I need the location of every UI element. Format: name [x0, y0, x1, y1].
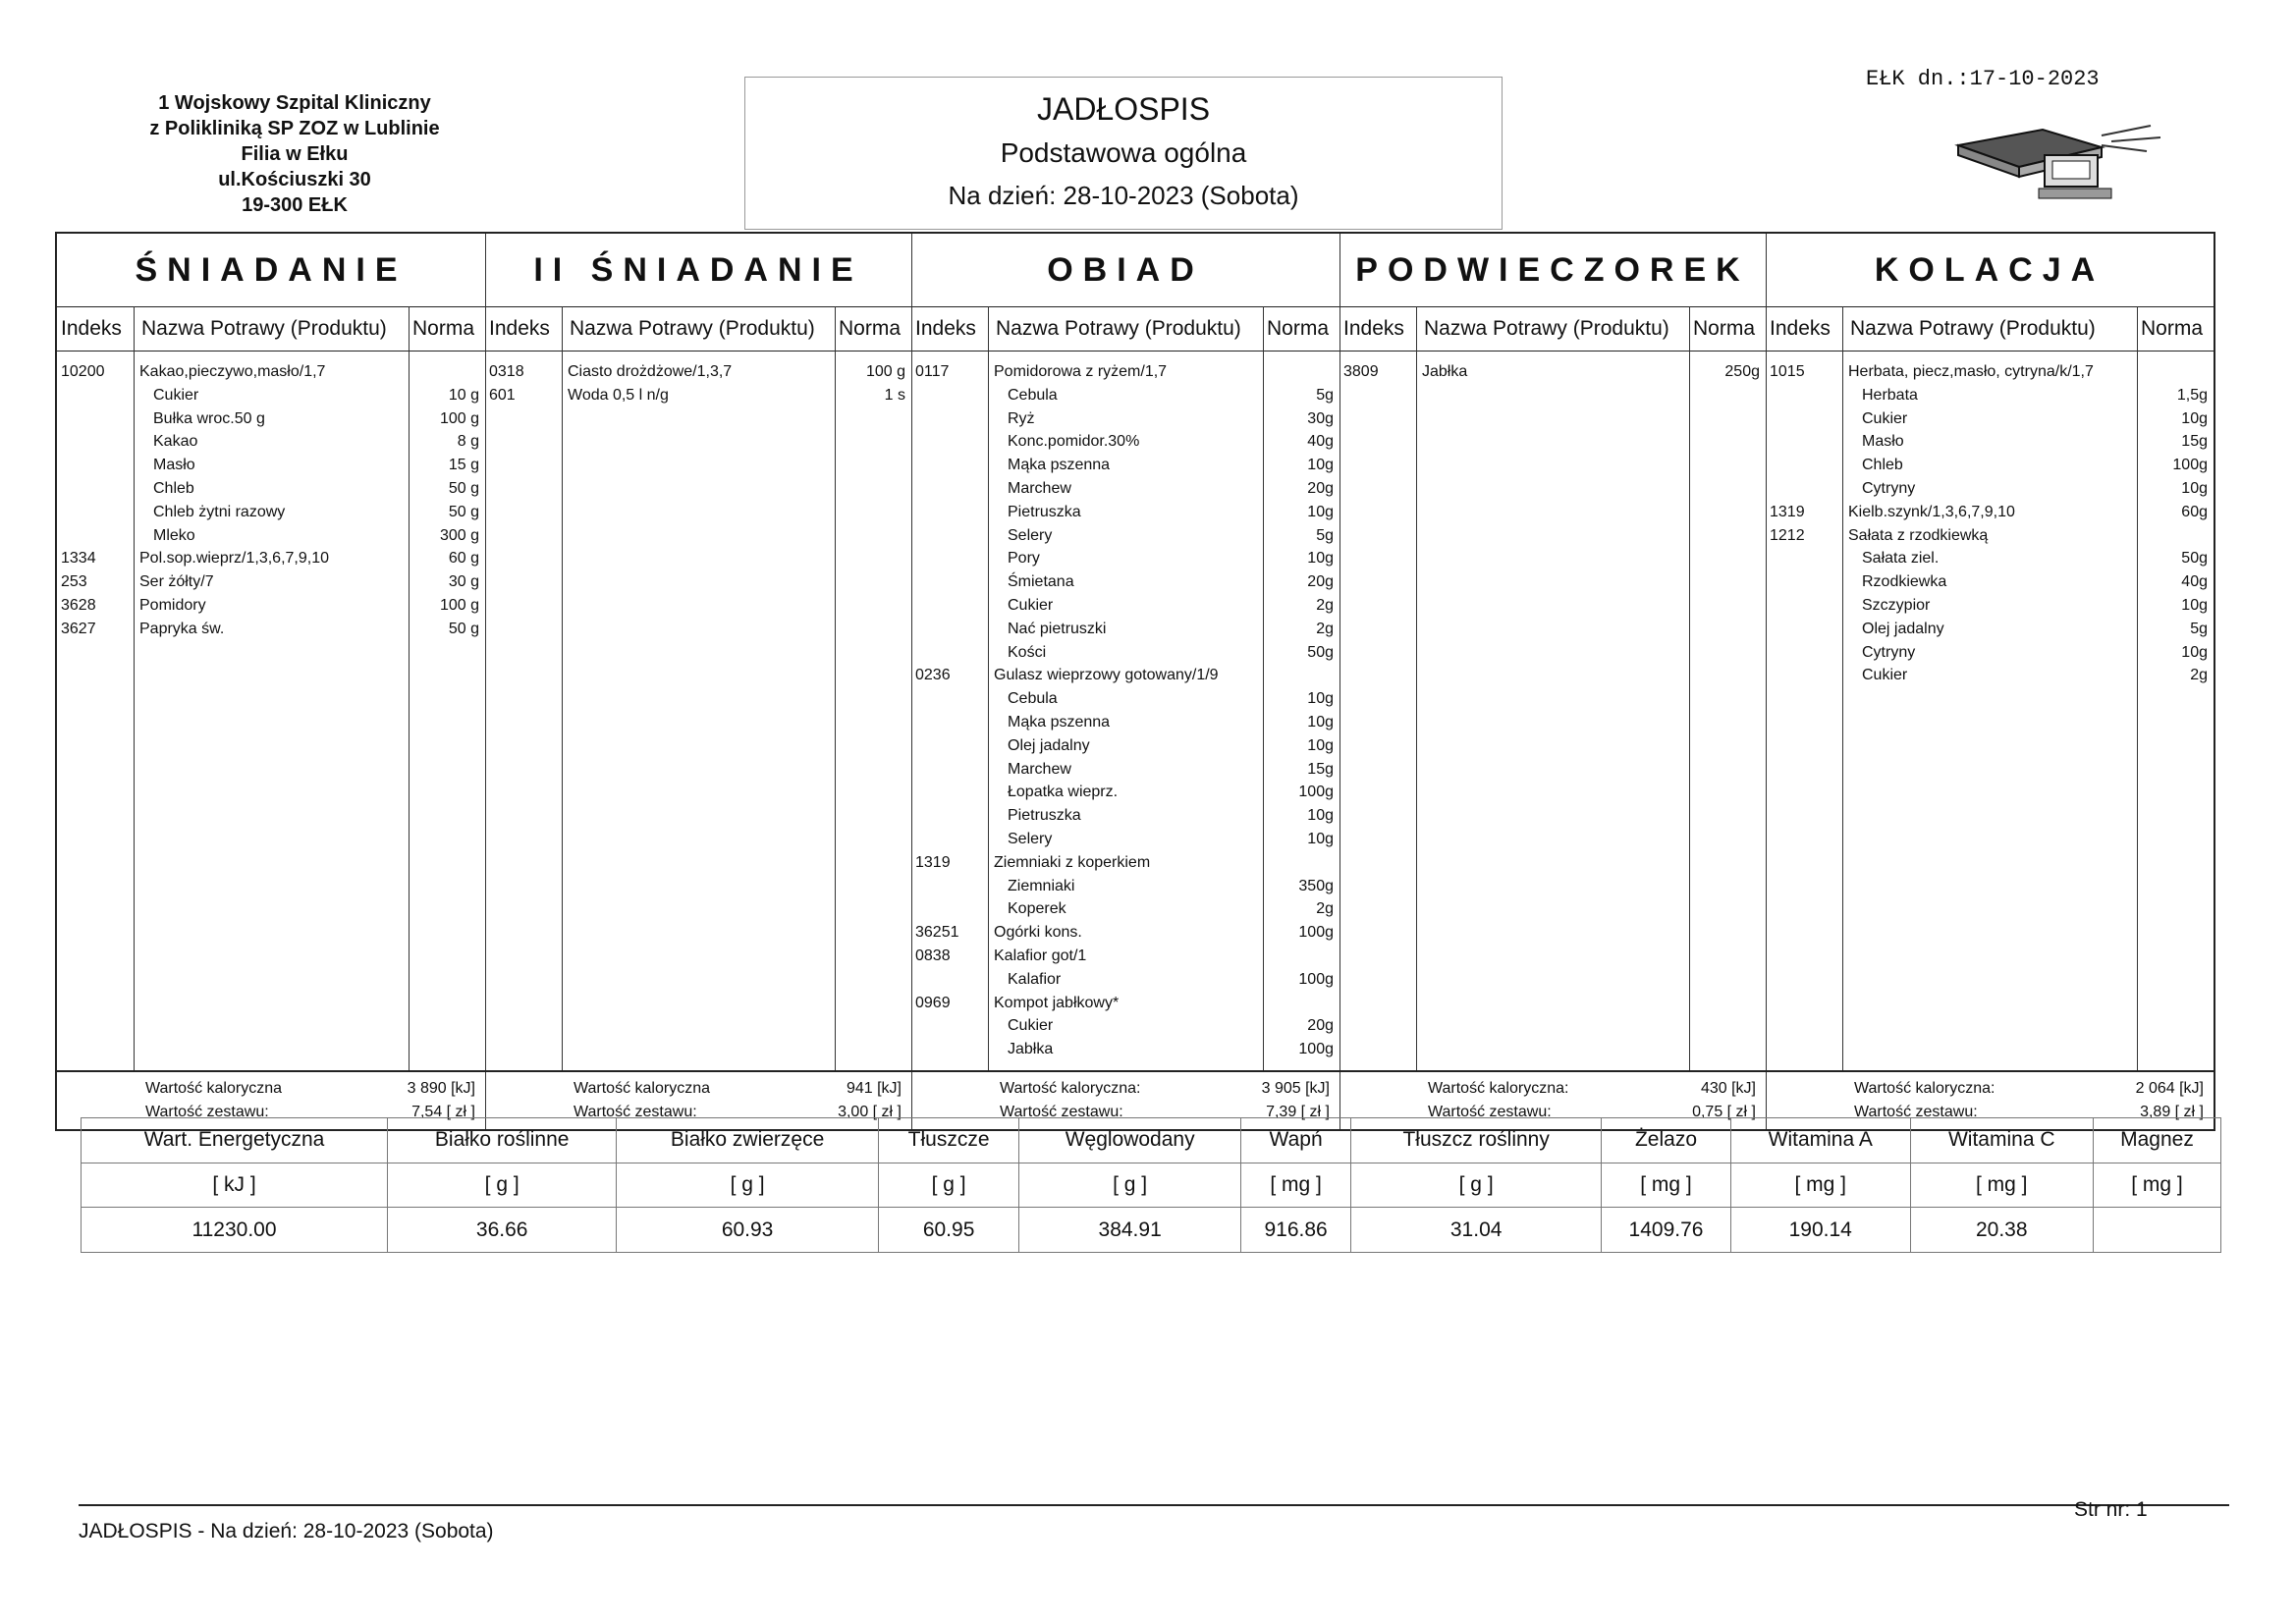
row-index: 3627 [61, 620, 96, 637]
nutrient-name: Witamina A [1730, 1118, 1910, 1163]
menu-table [55, 232, 2215, 1131]
row-name: Chleb żytni razowy [153, 503, 286, 520]
row-name: Łopatka wieprz. [1008, 784, 1119, 801]
row-norm: 100g [1298, 924, 1334, 942]
row-norm: 350g [1298, 877, 1334, 894]
nutrient-unit: [ g ] [1019, 1163, 1241, 1208]
print-date: EŁK dn.:17-10-2023 [1866, 67, 2100, 91]
row-name: Pol.sop.wieprz/1,3,6,7,9,10 [139, 550, 330, 568]
row-index: 0236 [915, 667, 951, 684]
row-norm: 30 g [448, 573, 479, 591]
nutrient-unit: [ mg ] [1910, 1163, 2093, 1208]
row-name: Masło [153, 457, 195, 474]
row-norm: 50g [1307, 643, 1334, 661]
index-column-divider [1416, 306, 1417, 1070]
row-norm: 10g [2181, 643, 2208, 661]
nutrient-name: Żelazo [1602, 1118, 1731, 1163]
index-column-divider [988, 306, 989, 1070]
row-norm: 300 g [439, 526, 479, 544]
row-name: Koperek [1008, 900, 1066, 918]
row-name: Cukier [1008, 597, 1054, 614]
meal-title-lunch: OBIAD [1047, 251, 1204, 289]
row-norm: 5g [1316, 526, 1334, 544]
row-norm: 10 g [448, 386, 479, 404]
summary-kcal-label: Wartość kaloryczna: [1428, 1080, 1569, 1097]
nutrient-unit: [ g ] [878, 1163, 1019, 1208]
row-norm: 20g [1307, 480, 1334, 497]
row-norm: 50 g [448, 503, 479, 520]
row-norm: 60g [2181, 503, 2208, 520]
row-name: Cebula [1008, 690, 1058, 708]
column-header-norm: Norma [839, 317, 902, 340]
summary-cost-label: Wartość zestawu: [145, 1104, 269, 1120]
row-name: Mąka pszenna [1008, 714, 1111, 730]
row-norm: 10g [1307, 690, 1334, 708]
row-name: Sałata ziel. [1862, 550, 1940, 568]
row-norm: 30g [1307, 409, 1334, 427]
row-name: Cukier [1008, 1017, 1054, 1035]
nutrient-name: Tłuszcz roślinny [1351, 1118, 1602, 1163]
row-name: Sałata z rzodkiewką [1848, 526, 1989, 544]
row-norm: 20g [1307, 1017, 1334, 1035]
row-name: Śmietana [1008, 573, 1074, 591]
row-norm: 100g [2172, 457, 2208, 474]
row-norm: 2g [1316, 900, 1334, 918]
row-index: 10200 [61, 363, 105, 380]
row-norm: 10g [2181, 597, 2208, 614]
row-index: 0117 [915, 363, 950, 380]
column-header-name: Nazwa Potrawy (Produktu) [570, 317, 815, 340]
row-norm: 100 g [439, 409, 479, 427]
row-norm: 100 g [439, 597, 479, 614]
hospital-line: Filia w Ełku [241, 143, 349, 165]
column-header-index: Indeks [1343, 317, 1404, 340]
norm-column-divider [835, 306, 836, 1070]
diet-type: Podstawowa ogólna [1000, 137, 1247, 168]
column-header-name: Nazwa Potrawy (Produktu) [1850, 317, 2096, 340]
row-name: Ryż [1008, 409, 1035, 427]
row-name: Cytryny [1862, 643, 1916, 661]
hospital-line: 1 Wojskowy Szpital Kliniczny [158, 92, 431, 114]
row-name: Rzodkiewka [1862, 573, 1947, 591]
row-name: Jabłka [1422, 363, 1468, 380]
nutrient-name: Witamina C [1910, 1118, 2093, 1163]
summary-cost-value: 3,00 [ zł ] [838, 1104, 902, 1120]
book-computer-logo [1954, 116, 2170, 204]
nutrient-unit: [ mg ] [1730, 1163, 1910, 1208]
column-header-name: Nazwa Potrawy (Produktu) [1424, 317, 1669, 340]
nutrient-unit: [ g ] [388, 1163, 617, 1208]
summary-divider [57, 1070, 2214, 1072]
row-norm: 40g [1307, 433, 1334, 451]
summary-cost-label: Wartość zestawu: [574, 1104, 697, 1120]
row-norm: 2g [1316, 597, 1334, 614]
summary-kcal-label: Wartość kaloryczna [574, 1080, 710, 1097]
column-header-index: Indeks [915, 317, 976, 340]
row-norm: 100g [1298, 784, 1334, 801]
nutrient-unit: [ g ] [617, 1163, 878, 1208]
row-index: 0318 [489, 363, 524, 380]
row-name: Cebula [1008, 386, 1058, 404]
row-index: 3628 [61, 597, 96, 614]
row-name: Pomidorowa z ryżem/1,7 [994, 363, 1168, 380]
row-norm: 20g [1307, 573, 1334, 591]
summary-kcal-label: Wartość kaloryczna [145, 1080, 282, 1097]
menu-date: Na dzień: 28-10-2023 (Sobota) [948, 181, 1299, 210]
row-name: Selery [1008, 526, 1053, 544]
summary-kcal-value: 941 [kJ] [846, 1080, 902, 1097]
row-name: Jabłka [1008, 1041, 1054, 1058]
row-norm: 5g [1316, 386, 1334, 404]
nutrient-name: Magnez [2093, 1118, 2220, 1163]
row-index: 1319 [915, 853, 951, 871]
summary-cost-label: Wartość zestawu: [1428, 1104, 1552, 1120]
row-name: Kości [1008, 643, 1047, 661]
nutrient-name: Wapń [1240, 1118, 1350, 1163]
footer-rule [79, 1504, 2229, 1506]
row-norm: 8 g [457, 433, 479, 451]
index-column-divider [1842, 306, 1843, 1070]
column-header-name: Nazwa Potrawy (Produktu) [141, 317, 387, 340]
row-name: Bułka wroc.50 g [153, 409, 265, 427]
summary-kcal-value: 430 [kJ] [1700, 1080, 1756, 1097]
nutrient-name: Wart. Energetyczna [82, 1118, 388, 1163]
column-header-norm: Norma [1693, 317, 1756, 340]
nutrient-name: Białko roślinne [388, 1118, 617, 1163]
summary-kcal-value: 2 064 [kJ] [2135, 1080, 2204, 1097]
row-name: Pietruszka [1008, 503, 1081, 520]
row-norm: 10g [2181, 409, 2208, 427]
summary-cost-label: Wartość zestawu: [1000, 1104, 1123, 1120]
row-norm: 15g [2181, 433, 2208, 451]
row-name: Selery [1008, 831, 1053, 847]
meal-title-second-breakfast: II ŚNIADANIE [533, 251, 863, 289]
nutrient-name: Tłuszcze [878, 1118, 1019, 1163]
row-norm: 15g [1307, 760, 1334, 778]
row-index: 0969 [915, 994, 951, 1011]
row-name: Ciasto drożdżowe/1,3,7 [568, 363, 733, 380]
row-name: Herbata, piecz,masło, cytryna/k/1,7 [1848, 363, 2094, 380]
row-name: Gulasz wieprzowy gotowany/1/9 [994, 667, 1219, 684]
norm-column-divider [1689, 306, 1690, 1070]
nutrition-table [81, 1117, 2221, 1253]
row-index: 1212 [1770, 526, 1805, 544]
row-name: Woda 0,5 l n/g [568, 386, 669, 404]
row-name: Kakao [153, 433, 198, 451]
row-name: Pory [1008, 550, 1040, 568]
row-index: 253 [61, 573, 87, 591]
row-name: Cukier [1862, 667, 1908, 684]
page-title: JADŁOSPIS [1036, 91, 1211, 127]
row-name: Pietruszka [1008, 807, 1081, 825]
column-header-norm: Norma [2141, 317, 2204, 340]
row-norm: 50 g [448, 620, 479, 637]
hospital-line: z Polikliniką SP ZOZ w Lublinie [149, 118, 440, 139]
row-name: Olej jadalny [1862, 620, 1944, 637]
meal-title-dinner: KOLACJA [1874, 251, 2105, 289]
row-norm: 2g [2190, 667, 2208, 684]
row-index: 1334 [61, 550, 96, 568]
row-name: Papryka św. [139, 620, 225, 637]
row-norm: 10g [1307, 714, 1334, 730]
column-header-norm: Norma [1267, 317, 1330, 340]
row-norm: 10g [1307, 457, 1334, 474]
summary-cost-value: 7,39 [ zł ] [1266, 1104, 1330, 1120]
row-norm: 10g [1307, 550, 1334, 568]
row-index: 36251 [915, 924, 959, 942]
row-name: Olej jadalny [1008, 736, 1090, 754]
row-name: Kakao,pieczywo,masło/1,7 [139, 363, 326, 380]
row-norm: 100g [1298, 1041, 1334, 1058]
row-name: Ziemniaki [1008, 877, 1075, 894]
nutrient-unit: [ kJ ] [82, 1163, 388, 1208]
meal-title-breakfast: ŚNIADANIE [135, 251, 408, 289]
row-norm: 5g [2190, 620, 2208, 637]
row-name: Ser żółty/7 [139, 573, 214, 591]
row-name: Pomidory [139, 597, 206, 614]
summary-cost-label: Wartość zestawu: [1854, 1104, 1978, 1120]
row-name: Ogórki kons. [994, 924, 1082, 942]
row-norm: 10g [1307, 807, 1334, 825]
column-header-index: Indeks [61, 317, 122, 340]
row-norm: 10g [1307, 503, 1334, 520]
index-column-divider [562, 306, 563, 1070]
row-norm: 40g [2181, 573, 2208, 591]
summary-kcal-value: 3 890 [kJ] [407, 1080, 475, 1097]
row-index: 0838 [915, 947, 951, 964]
title-box [744, 77, 1503, 230]
row-name: Szczypior [1862, 597, 1931, 614]
nutrient-name: Białko zwierzęce [617, 1118, 878, 1163]
row-name: Marchew [1008, 480, 1071, 497]
row-name: Kielb.szynk/1,3,6,7,9,10 [1848, 503, 2015, 520]
row-index: 601 [489, 386, 516, 404]
summary-cost-value: 7,54 [ zł ] [411, 1104, 475, 1120]
row-name: Kalafior got/1 [994, 947, 1087, 964]
hospital-line: 19-300 EŁK [242, 194, 348, 216]
row-name: Kalafior [1008, 970, 1062, 988]
row-name: Cukier [153, 386, 199, 404]
row-name: Chleb [1862, 457, 1903, 474]
row-norm: 250g [1724, 363, 1760, 380]
row-norm: 100g [1298, 970, 1334, 988]
hospital-address [118, 90, 471, 218]
nutrient-unit: [ mg ] [1240, 1163, 1350, 1208]
nutrient-value: 36.66 [388, 1208, 617, 1253]
column-header-row [57, 306, 2214, 352]
nutrient-value: 60.95 [878, 1208, 1019, 1253]
nutrient-value [2093, 1208, 2220, 1253]
nutrient-name: Węglowodany [1019, 1118, 1241, 1163]
meal-divider [1766, 234, 1767, 1129]
summary-kcal-value: 3 905 [kJ] [1261, 1080, 1330, 1097]
row-name: Ziemniaki z koperkiem [994, 853, 1151, 871]
row-norm: 50 g [448, 480, 479, 497]
row-name: Cytryny [1862, 480, 1916, 497]
row-index: 3809 [1343, 363, 1379, 380]
nutrient-value: 1409.76 [1602, 1208, 1731, 1253]
column-header-index: Indeks [1770, 317, 1831, 340]
row-name: Mleko [153, 526, 195, 544]
nutrient-unit: [ mg ] [2093, 1163, 2220, 1208]
row-index: 1015 [1770, 363, 1805, 380]
row-index: 1319 [1770, 503, 1805, 520]
meal-title-snack: PODWIECZOREK [1355, 251, 1750, 289]
row-name: Masło [1862, 433, 1904, 451]
row-name: Herbata [1862, 386, 1918, 404]
row-name: Nać pietruszki [1008, 620, 1107, 637]
nutrient-unit: [ g ] [1351, 1163, 1602, 1208]
nutrient-value: 190.14 [1730, 1208, 1910, 1253]
row-norm: 50g [2181, 550, 2208, 568]
row-norm: 15 g [448, 457, 479, 474]
nutrient-value: 20.38 [1910, 1208, 2093, 1253]
meal-divider [911, 234, 912, 1129]
row-name: Mąka pszenna [1008, 457, 1111, 474]
nutrient-value: 11230.00 [82, 1208, 388, 1253]
nutrient-value: 916.86 [1240, 1208, 1350, 1253]
row-norm: 1,5g [2176, 386, 2208, 404]
hospital-line: ul.Kościuszki 30 [218, 169, 371, 190]
summary-kcal-label: Wartość kaloryczna: [1000, 1080, 1141, 1097]
row-norm: 10g [1307, 736, 1334, 754]
column-header-norm: Norma [412, 317, 475, 340]
meal-divider [485, 234, 486, 1129]
nutrient-unit: [ mg ] [1602, 1163, 1731, 1208]
row-name: Konc.pomidor.30% [1008, 433, 1140, 451]
summary-cost-value: 3,89 [ zł ] [2140, 1104, 2204, 1120]
row-norm: 60 g [448, 550, 479, 568]
row-name: Chleb [153, 480, 194, 497]
nutrient-value: 384.91 [1019, 1208, 1241, 1253]
row-name: Marchew [1008, 760, 1071, 778]
summary-cost-value: 0,75 [ zł ] [1692, 1104, 1756, 1120]
row-name: Cukier [1862, 409, 1908, 427]
row-norm: 10g [2181, 480, 2208, 497]
row-norm: 2g [1316, 620, 1334, 637]
meal-divider [1339, 234, 1340, 1129]
page-number: Str nr: 1 [2074, 1498, 2148, 1521]
footer-title: JADŁOSPIS - Na dzień: 28-10-2023 (Sobota) [79, 1520, 494, 1542]
row-norm: 10g [1307, 831, 1334, 847]
row-norm: 1 s [884, 386, 905, 404]
column-header-index: Indeks [489, 317, 550, 340]
row-norm: 100 g [865, 363, 905, 380]
row-name: Kompot jabłkowy* [994, 994, 1120, 1011]
nutrient-value: 60.93 [617, 1208, 878, 1253]
index-column-divider [134, 306, 135, 1070]
column-header-name: Nazwa Potrawy (Produktu) [996, 317, 1241, 340]
nutrient-value: 31.04 [1351, 1208, 1602, 1253]
summary-kcal-label: Wartość kaloryczna: [1854, 1080, 1995, 1097]
